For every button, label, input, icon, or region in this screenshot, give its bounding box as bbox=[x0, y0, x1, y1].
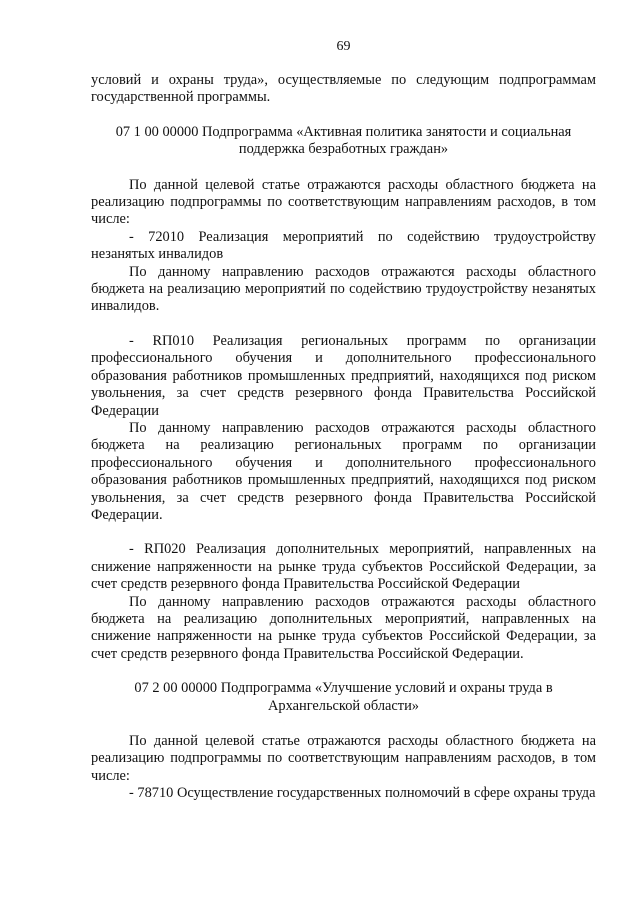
section-1-lead: По данной целевой статье отражаются расходы областного бюджета на реализацию подпрограммы по соответствующим направлениям расходов, в том числе: bbox=[91, 176, 596, 228]
page-number: 69 bbox=[336, 39, 351, 54]
spacer bbox=[91, 316, 596, 333]
spacer bbox=[91, 159, 596, 177]
spacer bbox=[91, 107, 596, 124]
spacer bbox=[91, 524, 596, 541]
section-heading-1: 07 1 00 00000 Подпрограмма «Активная политика занятости и социальная поддержка безработных граждан» bbox=[115, 123, 572, 158]
direction-3-description: По данному направлению расходов отражаются расходы областного бюджета на реализацию дополнительных мероприятий, направленных на снижение напряженности на рынке труда субъектов Российской Федерации, за счет средств резервного фонда Правительства Российской Федерации. bbox=[91, 593, 596, 662]
direction-2-title: - RП010 Реализация региональных программ по организации профессионального обучения и дополнительного профессионального образования работников промышленных предприятий, находящихся под риском увольнения, за счет средств резервного фонда Правительства Российской Федерации bbox=[91, 332, 596, 419]
direction-1-description: По данному направлению расходов отражаются расходы областного бюджета на реализацию мероприятий по содействию трудоустройству незанятых инвалидов. bbox=[91, 263, 596, 315]
intro-paragraph: условий и охраны труда», осуществляемые по следующим подпрограммам государственной программы. bbox=[91, 72, 596, 106]
spacer bbox=[91, 715, 596, 733]
direction-1-title: - 72010 Реализация мероприятий по содействию трудоустройству незанятых инвалидов bbox=[91, 228, 596, 263]
spacer bbox=[91, 663, 596, 680]
section-heading-2: 07 2 00 00000 Подпрограмма «Улучшение условий и охраны труда в Архангельской области» bbox=[134, 680, 553, 714]
direction-4-title: - 78710 Осуществление государственных полномочий в сфере охраны труда bbox=[129, 785, 596, 802]
direction-3-title: - RП020 Реализация дополнительных мероприятий, направленных на снижение напряженности на рынке труда субъектов Российской Федерации, за счет средств резервного фонда Правительства Российской Федерации bbox=[91, 541, 596, 593]
section-2-lead: По данной целевой статье отражаются расходы областного бюджета на реализацию подпрограммы по соответствующим направлениям расходов, в том числе: bbox=[91, 733, 596, 784]
direction-2-description: По данному направлению расходов отражаются расходы областного бюджета на реализацию региональных программ по организации профессионального обучения и дополнительного профессионального образования работников промышленных предприятий, находящихся под риском увольнения, за счет средств резервного фонда Правительства Российской Федерации. bbox=[91, 419, 596, 523]
document-body bbox=[91, 72, 596, 803]
